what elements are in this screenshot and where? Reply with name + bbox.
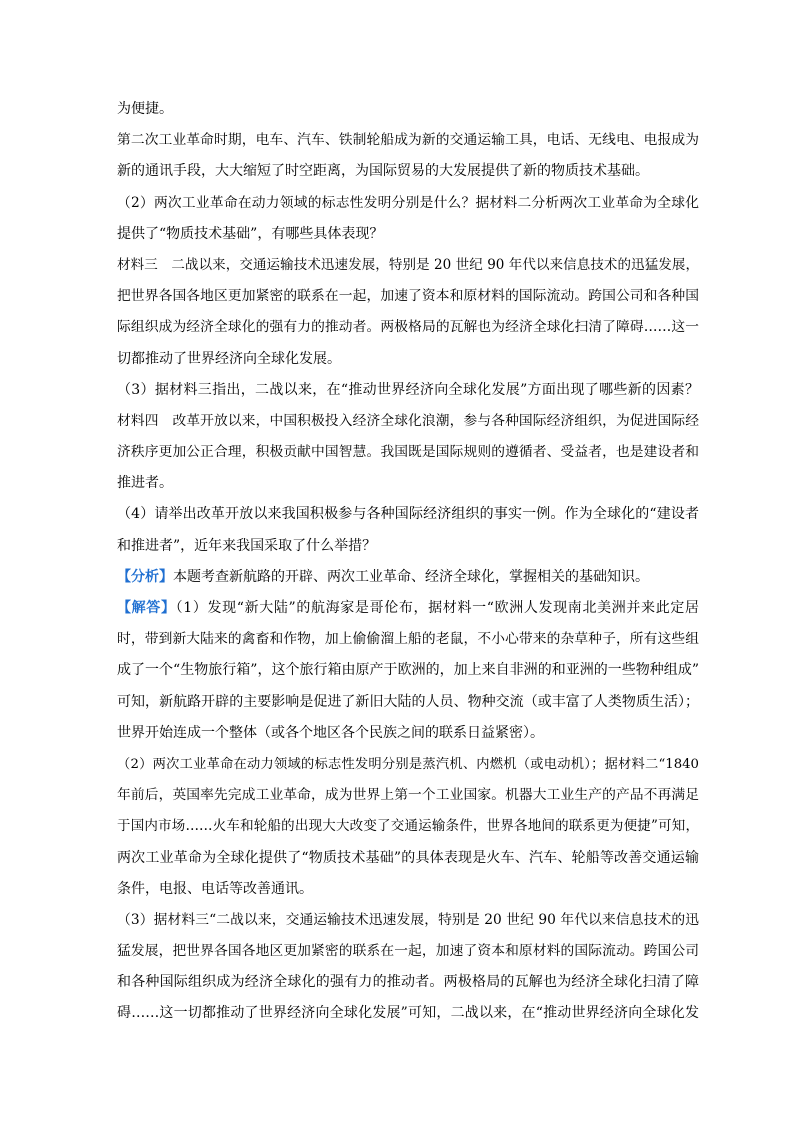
section-label: 【解答】 bbox=[117, 600, 176, 616]
text-line bbox=[117, 375, 699, 406]
text-line bbox=[117, 562, 699, 593]
line-text: （3）据材料三“二战以来，交通运输技术迅速发展，特别是 20 世纪 90 年代以来信息技术的迅 bbox=[117, 911, 699, 928]
line-text: 猛发展，把世界各国各地区更加紧密的联系在一起，加速了资本和原材料的国际流动。跨国公司 bbox=[117, 943, 699, 960]
line-text: 和推进者”，近年来我国采取了什么举措？ bbox=[117, 537, 377, 554]
line-text: 和各种国际组织成为经济全球化的强有力的推动者。两极格局的瓦解也为经济全球化扫清了障 bbox=[117, 974, 699, 991]
line-text: 切都推动了世界经济向全球化发展。 bbox=[117, 350, 341, 367]
line-text: 为便捷。 bbox=[117, 101, 173, 117]
text-line bbox=[117, 531, 699, 562]
text-line bbox=[117, 344, 699, 375]
line-text: 两次工业革命为全球化提供了“物质技术基础”的具体表现是火车、汽车、轮船等改善交通运输 bbox=[117, 849, 699, 866]
text-line bbox=[117, 905, 699, 936]
text-line bbox=[117, 593, 699, 624]
text-line bbox=[117, 811, 699, 842]
text-line bbox=[117, 219, 699, 250]
text-line bbox=[117, 687, 699, 718]
line-text: 际组织成为经济全球化的强有力的推动者。两极格局的瓦解也为经济全球化扫清了障碍……这一 bbox=[117, 319, 699, 336]
line-text: 于国内市场……火车和轮船的出现大大改变了交通运输条件，世界各地间的联系更为便捷”可知， bbox=[117, 818, 699, 835]
text-line bbox=[117, 749, 699, 780]
text-line bbox=[117, 437, 699, 468]
text-line bbox=[117, 188, 699, 219]
text-line bbox=[117, 281, 699, 312]
line-text: （2）两次工业革命在动力领域的标志性发明分别是什么？据材料二分析两次工业革命为全球化 bbox=[117, 194, 699, 211]
text-line bbox=[117, 125, 699, 156]
line-text: 世界开始连成一个整体（或各个地区各个民族之间的联系日益紧密）。 bbox=[117, 724, 544, 741]
text-line bbox=[117, 468, 699, 499]
line-text: 碍……这一切都推动了世界经济向全球化发展”可知，二战以来，在“推动世界经济向全球化发 bbox=[117, 1005, 699, 1022]
text-line bbox=[117, 94, 699, 125]
text-line bbox=[117, 406, 699, 437]
text-line bbox=[117, 998, 699, 1029]
line-text: （4）请举出改革开放以来我国积极参与各种国际经济组织的事实一例。作为全球化的“建设者 bbox=[117, 506, 699, 523]
line-text: 年前后，英国率先完成工业革命，成为世界上第一个工业国家。机器大工业生产的产品不再满足 bbox=[117, 787, 699, 804]
line-text: 本题考查新航路的开辟、两次工业革命、经济全球化，掌握相关的基础知识。 bbox=[173, 568, 649, 585]
text-line bbox=[117, 936, 699, 967]
line-text: （3）据材料三指出，二战以来，在“推动世界经济向全球化发展”方面出现了哪些新的因素？ bbox=[117, 381, 699, 398]
text-line bbox=[117, 780, 699, 811]
line-text: 济秩序更加公正合理，积极贡献中国智慧。我国既是国际规则的遵循者、受益者，也是建设者和 bbox=[117, 444, 699, 461]
line-text: （1）发现“新大陆”的航海家是哥伦布，据材料一“欧洲人发现南北美洲并来此定居 bbox=[175, 600, 699, 616]
text-line bbox=[117, 874, 699, 905]
line-text: 推进者。 bbox=[117, 475, 173, 492]
line-text: 材料三 二战以来，交通运输技术迅速发展，特别是 20 世纪 90 年代以来信息技术的迅猛发展， bbox=[117, 256, 699, 273]
line-text: 把世界各国各地区更加紧密的联系在一起，加速了资本和原材料的国际流动。跨国公司和各种国 bbox=[117, 288, 699, 305]
text-line bbox=[117, 250, 699, 281]
line-text: 提供了“物质技术基础”，有哪些具体表现？ bbox=[117, 225, 384, 242]
text-line bbox=[117, 499, 699, 530]
text-line bbox=[117, 843, 699, 874]
line-text: 时，带到新大陆来的禽畜和作物，加上偷偷溜上船的老鼠，不小心带来的杂草种子，所有这些组 bbox=[117, 631, 699, 648]
line-text: 材料四 改革开放以来，中国积极投入经济全球化浪潮，参与各种国际经济组织，为促进国际经 bbox=[117, 412, 699, 429]
text-line bbox=[117, 156, 699, 187]
text-line bbox=[117, 624, 699, 655]
line-text: 可知，新航路开辟的主要影响是促进了新旧大陆的人员、物种交流（或丰富了人类物质生活）； bbox=[117, 693, 699, 710]
line-text: 第二次工业革命时期，电车、汽车、铁制轮船成为新的交通运输工具，电话、无线电、电报成为 bbox=[117, 132, 699, 149]
line-text: 条件，电报、电话等改善通讯。 bbox=[117, 880, 313, 897]
line-text: （2）两次工业革命在动力领域的标志性发明分别是蒸汽机、内燃机（或电动机）；据材料二“1840 bbox=[117, 756, 699, 772]
text-line bbox=[117, 312, 699, 343]
section-label: 【分析】 bbox=[117, 568, 173, 585]
text-line bbox=[117, 718, 699, 749]
line-text: 成了一个“生物旅行箱”，这个旅行箱由原产于欧洲的，加上来自非洲的和亚洲的一些物种组成” bbox=[117, 662, 699, 679]
line-text: 新的通讯手段，大大缩短了时空距离，为国际贸易的大发展提供了新的物质技术基础。 bbox=[117, 163, 649, 180]
text-line bbox=[117, 655, 699, 686]
document-page bbox=[117, 94, 699, 1030]
text-line bbox=[117, 967, 699, 998]
